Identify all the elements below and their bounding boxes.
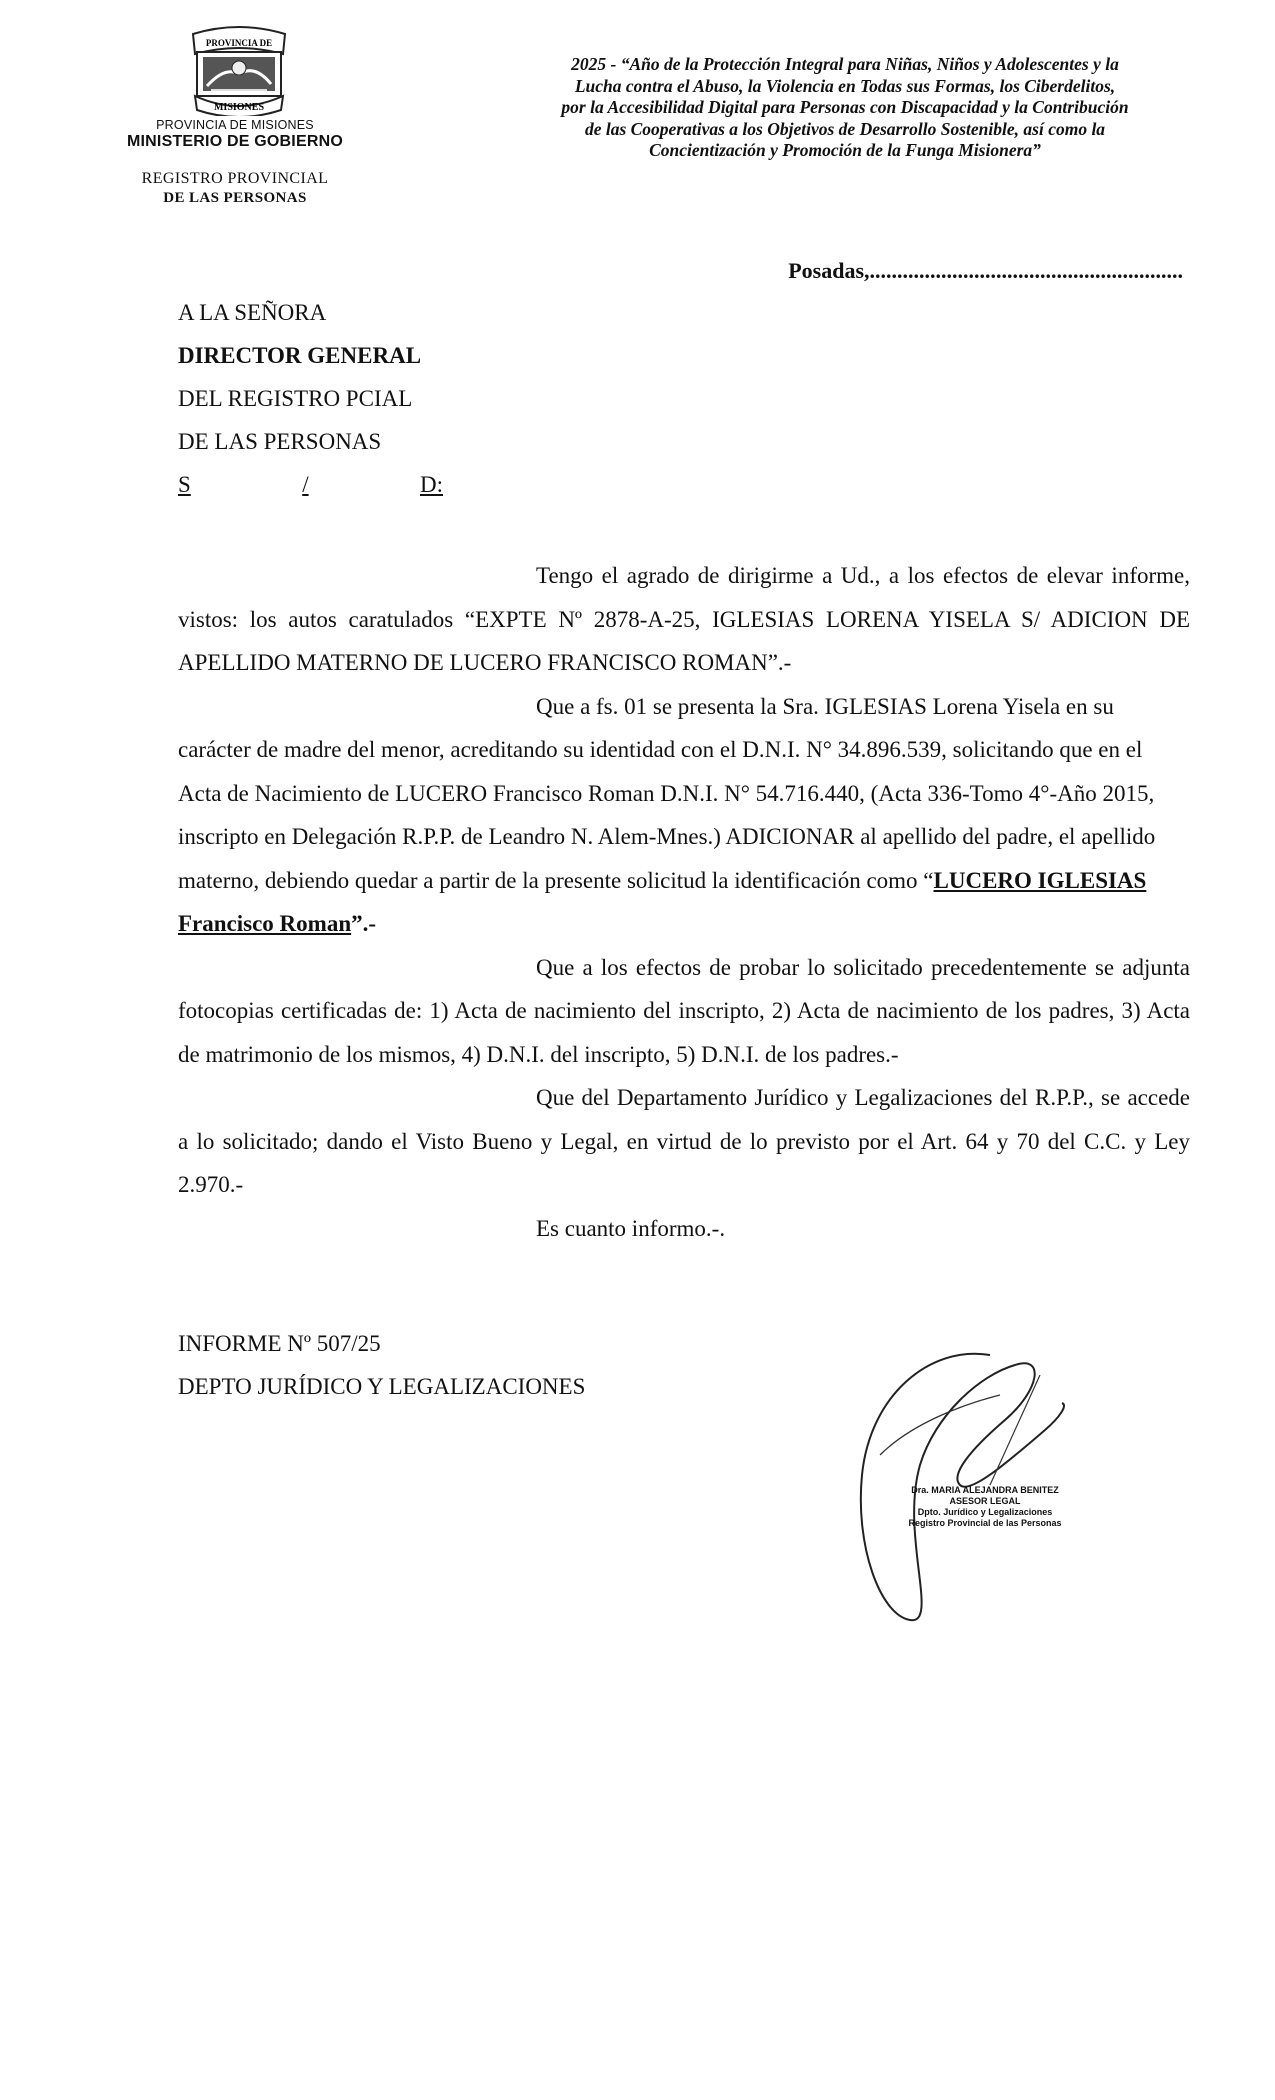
addressee-line: DEL REGISTRO PCIAL bbox=[178, 386, 413, 411]
province-seal-icon bbox=[185, 24, 293, 116]
body-paragraph: Que a los efectos de probar lo solicitado precedentemente se adjunta fotocopias certificadas de: 1) Acta de nacimiento del inscripto, 2) Acta de nacimiento de los padres, 3) Acta de matrimonio de los mismos, 4) D.N.I. del inscripto, 5) D.N.I. de los padres.- bbox=[178, 954, 1190, 1067]
stamp-name: Dra. MARIA ALEJANDRA BENITEZ bbox=[911, 1485, 1059, 1495]
province-name: PROVINCIA DE MISIONES bbox=[156, 118, 314, 132]
motto-line: por la Accesibilidad Digital para Personas con Discapacidad y la Contribución bbox=[561, 97, 1129, 117]
stamp-dept: Dpto. Jurídico y Legalizaciones bbox=[917, 1507, 1053, 1517]
sd-d: D: bbox=[420, 472, 443, 497]
signature-stamp bbox=[905, 1485, 1065, 1529]
stamp-role: ASESOR LEGAL bbox=[949, 1496, 1021, 1506]
request-end: ”.- bbox=[351, 911, 377, 936]
addressee-line: DE LAS PERSONAS bbox=[178, 429, 382, 454]
year-motto bbox=[480, 54, 1210, 162]
addressee-line: A LA SEÑORA bbox=[178, 300, 327, 325]
sd-abbreviation bbox=[178, 472, 443, 498]
ministry-name: MINISTERIO DE GOBIERNO bbox=[127, 133, 343, 150]
department-name: DEPTO JURÍDICO Y LEGALIZACIONES bbox=[178, 1374, 586, 1399]
request-text: Que a fs. 01 se presenta la Sra. IGLESIAS Lorena Yisela en su carácter de madre del menor, acreditando su identidad con el D.N.I. N° 34.896.539, solicitando que en el Acta de Nacimiento de LUCERO Francisco Roman D.N.I. N° 54.716.440, (Acta 336-Tomo 4°-Año 2015, inscripto en Delegación R.P.P. de Leandro N. Alem-Mnes.) ADICIONAR al apellido del padre, el apellido materno, debiendo quedar a partir de la presente solicitud la identificación como “ bbox=[178, 693, 1156, 893]
stamp-org: Registro Provincial de las Personas bbox=[908, 1518, 1062, 1528]
report-reference bbox=[178, 1322, 585, 1408]
addressee-title: DIRECTOR GENERAL bbox=[178, 343, 422, 368]
motto-line: Concientización y Promoción de la Funga Misionera” bbox=[649, 140, 1041, 160]
seal-bottom-text: MISIONES bbox=[213, 102, 265, 113]
letter-body bbox=[178, 554, 1190, 1250]
registry-name-line2: DE LAS PERSONAS bbox=[163, 190, 307, 206]
body-paragraph-request bbox=[178, 685, 1190, 946]
motto-line: de las Cooperativas a los Objetivos de Desarrollo Sostenible, así como la bbox=[584, 118, 1106, 139]
sd-slash: / bbox=[302, 472, 309, 497]
body-paragraph-closing: Es cuanto informo.-. bbox=[536, 1215, 726, 1241]
place-date-line: Posadas,......................................................... bbox=[788, 258, 1183, 283]
seal-top-text: PROVINCIA DE bbox=[205, 38, 273, 48]
body-paragraph: Tengo el agrado de dirigirme a Ud., a los efectos de elevar informe, vistos: los autos caratulados “EXPTE Nº 2878-A-25, IGLESIAS LORENA YISELA S/ ADICION DE APELLIDO MATERNO DE LUCERO FRANCISCO ROMAN”.- bbox=[178, 563, 1190, 675]
new-full-name: LUCERO IGLESIAS Francisco Roman bbox=[178, 867, 1147, 936]
motto-line: 2025 - “Año de la Protección Integral para Niñas, Niños y Adolescentes y la bbox=[571, 54, 1119, 74]
motto-line: Lucha contra el Abuso, la Violencia en Todas sus Formas, los Ciberdelitos, bbox=[574, 75, 1116, 96]
registry-name-line1: REGISTRO PROVINCIAL bbox=[141, 170, 329, 187]
body-paragraph: Que del Departamento Jurídico y Legalizaciones del R.P.P., se accede a lo solicitado; dando el Visto Bueno y Legal, en virtud de lo previsto por el Art. 64 y 70 del C.C. y Ley 2.970.- bbox=[178, 1085, 1190, 1197]
sd-s: S bbox=[178, 472, 191, 497]
report-number: INFORME Nº 507/25 bbox=[178, 1331, 381, 1356]
